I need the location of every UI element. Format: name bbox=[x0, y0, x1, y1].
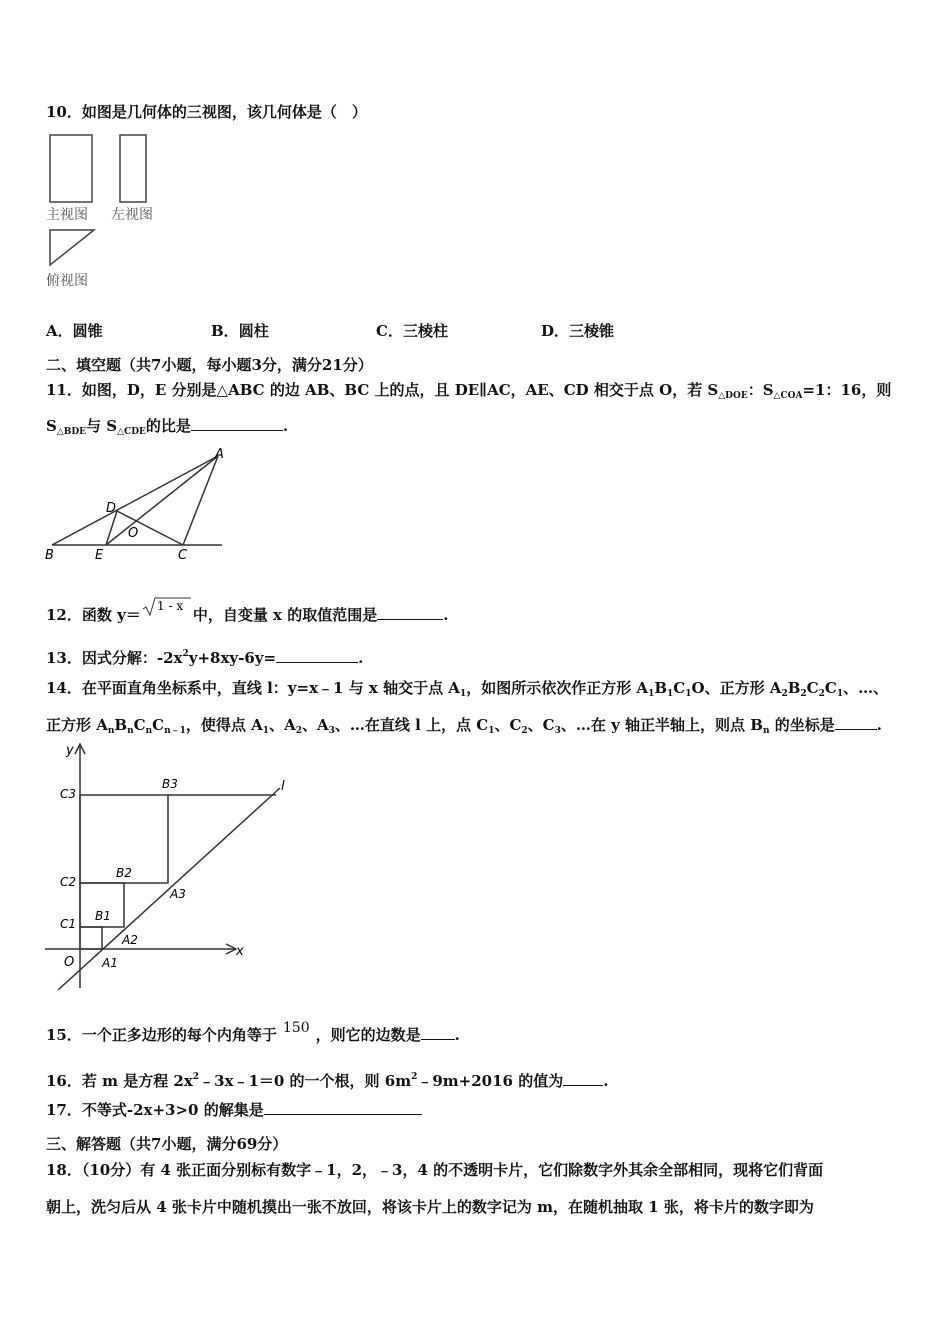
q13-a: 13．因式分解：-2x bbox=[46, 649, 183, 667]
label-c1: C1 bbox=[60, 917, 77, 931]
q11-sub4: △CDE bbox=[117, 427, 146, 437]
q14-l2-f: 、A bbox=[269, 716, 296, 734]
q16-c: ﹣9m+2016 的值为 bbox=[417, 1072, 564, 1090]
q13-b: y+8xy-6y= bbox=[188, 649, 277, 667]
q11-mid1: ：S bbox=[747, 381, 774, 399]
sqrt-expression bbox=[141, 596, 193, 618]
q14-l2-s6: 2 bbox=[295, 726, 302, 736]
q16-line bbox=[46, 1067, 608, 1091]
top-view-label: 俯视图 bbox=[46, 273, 88, 289]
q11-l2-c: 的比是 bbox=[145, 417, 191, 435]
label-c2: C2 bbox=[60, 875, 77, 889]
q16-a: 16．若 m 是方程 2x bbox=[46, 1072, 193, 1090]
label-b2: B2 bbox=[116, 866, 132, 880]
q14-l1-s2: 1 bbox=[648, 689, 655, 699]
label-y: y bbox=[66, 743, 74, 758]
triangle-figure bbox=[40, 446, 240, 568]
option-b bbox=[211, 320, 269, 341]
label-o: O bbox=[64, 955, 75, 970]
q14-l1-c: B bbox=[654, 679, 668, 697]
q15-line bbox=[46, 1018, 460, 1045]
q14-l2-b: B bbox=[114, 716, 128, 734]
line-l bbox=[58, 788, 280, 990]
radicand: 1 - x bbox=[156, 599, 183, 613]
q14-answer-blank bbox=[835, 715, 877, 730]
q14-l1-s3: 1 bbox=[667, 689, 674, 699]
q11-answer-blank bbox=[191, 416, 283, 431]
option-b-letter: B． bbox=[211, 322, 239, 340]
q12-end: . bbox=[443, 606, 449, 624]
q14-l2-j: 、C bbox=[527, 716, 555, 734]
q12-line bbox=[46, 596, 448, 625]
q11-sub1: △DOE bbox=[718, 391, 748, 401]
q11-l1-b: =1：16，则 bbox=[802, 381, 892, 399]
q13-answer-blank bbox=[276, 648, 358, 663]
label-b3: B3 bbox=[162, 777, 178, 791]
q14-l2-s7: 3 bbox=[328, 726, 335, 736]
option-d-text: 三棱锥 bbox=[569, 322, 615, 340]
label-b: B bbox=[45, 548, 54, 563]
q14-l2-s11: n bbox=[762, 726, 770, 736]
q16-end: . bbox=[603, 1072, 609, 1090]
q15-angle: 150 bbox=[282, 1020, 310, 1036]
q18-line1: 18．（10分）有 4 张正面分别标有数字﹣1，2，﹣3，4 的不透明卡片，它们除数字外其余全部相同，现将它们背面 bbox=[46, 1161, 824, 1179]
q14-l1-b: ，如图所示依次作正方形 A bbox=[466, 679, 649, 697]
label-a3: A3 bbox=[170, 887, 186, 901]
q14-l1-s5: 2 bbox=[781, 689, 788, 699]
q14-l2-l: 的坐标是 bbox=[769, 716, 835, 734]
label-l: l bbox=[281, 779, 285, 794]
q14-l1-s7: 2 bbox=[818, 689, 825, 699]
q14-l1-h: C bbox=[824, 679, 837, 697]
q14-l2-s2: n bbox=[127, 726, 134, 736]
q14-l2-c: C bbox=[133, 716, 146, 734]
label-a: A bbox=[215, 447, 224, 462]
option-c-letter: C． bbox=[376, 322, 403, 340]
front-view-label: 主视图 bbox=[46, 207, 88, 223]
square-1 bbox=[80, 927, 102, 949]
q14-line1 bbox=[46, 678, 888, 704]
q14-l1-i: 、…、 bbox=[843, 679, 889, 697]
q13-line bbox=[46, 644, 363, 668]
option-d bbox=[541, 320, 614, 341]
coordinate-drawing bbox=[40, 738, 290, 993]
q13-sup: 2 bbox=[182, 649, 189, 659]
label-e: E bbox=[95, 548, 104, 563]
label-b1: B1 bbox=[95, 909, 111, 923]
q11-l1-a: 11．如图，D，E 分别是△ABC 的边 AB、BC 上的点，且 DE∥AC，AE、CD 相交于点 O，若 S bbox=[46, 381, 719, 399]
q14-l2-e: ，使得点 A bbox=[185, 716, 263, 734]
q14-l2-h: 、…在直线 l 上，点 C bbox=[334, 716, 489, 734]
label-a1: A1 bbox=[102, 956, 118, 970]
q14-l1-d: C bbox=[673, 679, 686, 697]
option-d-letter: D． bbox=[541, 322, 570, 340]
option-a-letter: A． bbox=[46, 322, 73, 340]
option-a-text: 圆锥 bbox=[72, 322, 103, 340]
q16-answer-blank bbox=[563, 1071, 603, 1086]
q17-line bbox=[46, 1100, 422, 1120]
q14-l2-s1: n bbox=[107, 726, 115, 736]
q14-l1-s6: 2 bbox=[800, 689, 807, 699]
label-o: O bbox=[128, 526, 139, 541]
q13-end: . bbox=[358, 649, 364, 667]
top-view-triangle bbox=[50, 230, 94, 265]
q11-l2-end: . bbox=[282, 417, 289, 435]
q12-b: 中，自变量 x 的取值范围是 bbox=[192, 606, 378, 624]
q14-l2-s3: n bbox=[145, 726, 153, 736]
option-a bbox=[46, 320, 103, 341]
coordinate-figure bbox=[40, 738, 290, 997]
option-c-text: 三棱柱 bbox=[402, 322, 448, 340]
q14-l1-s4: 1 bbox=[685, 689, 692, 699]
q14-l2-s10: 3 bbox=[554, 726, 561, 736]
label-a2: A2 bbox=[122, 933, 138, 947]
label-c: C bbox=[178, 548, 188, 563]
q14-l2-s8: 1 bbox=[488, 726, 495, 736]
q14-l2-d: C bbox=[152, 716, 165, 734]
q16-sup2: 2 bbox=[411, 1072, 418, 1082]
q14-l2-a: 正方形 A bbox=[46, 716, 108, 734]
section2-heading: 二、填空题（共7小题，每小题3分，满分21分） bbox=[46, 356, 373, 374]
q14-l1-g: C bbox=[806, 679, 819, 697]
q14-l1-e: O、正方形 A bbox=[691, 679, 782, 697]
q14-l2-s4: n﹣1 bbox=[164, 726, 186, 736]
triangle-drawing bbox=[40, 446, 240, 564]
q11-sub3: △BDE bbox=[56, 427, 87, 437]
left-view-rect bbox=[120, 135, 146, 202]
q14-l1-s8: 1 bbox=[836, 689, 844, 699]
q14-l1-a: 14．在平面直角坐标系中，直线 l：y=x﹣1 与 x 轴交于点 A bbox=[46, 679, 460, 697]
q14-l1-s1: 1 bbox=[459, 689, 467, 699]
q11-l2-a: S bbox=[46, 417, 57, 435]
label-c3: C3 bbox=[60, 787, 77, 801]
q11-l2-b: 与 S bbox=[86, 417, 118, 435]
q12-answer-blank bbox=[377, 605, 443, 620]
option-b-text: 圆柱 bbox=[238, 322, 269, 340]
option-c bbox=[376, 320, 448, 341]
left-view-label: 左视图 bbox=[111, 207, 153, 223]
front-view-rect bbox=[50, 135, 92, 202]
q11-line1 bbox=[46, 380, 891, 406]
q14-l1-f: B bbox=[787, 679, 801, 697]
q14-l2-i: 、C bbox=[494, 716, 522, 734]
section3-heading: 三、解答题（共7小题，满分69分） bbox=[46, 1135, 288, 1153]
q14-l2-end: . bbox=[876, 716, 882, 734]
q14-l2-s9: 2 bbox=[521, 726, 528, 736]
q15-a: 15．一个正多边形的每个内角等于 bbox=[46, 1026, 277, 1044]
q11-line2 bbox=[46, 416, 288, 442]
q17-a: 17．不等式-2x+3>0 的解集是 bbox=[46, 1101, 264, 1119]
q15-answer-blank bbox=[421, 1025, 455, 1040]
q14-l2-g: 、A bbox=[301, 716, 329, 734]
q11-sub2: △COA bbox=[773, 391, 803, 401]
q14-l2-k: 、…在 y 轴正半轴上，则点 B bbox=[560, 716, 763, 734]
q15-b: ，则它的边数是 bbox=[315, 1026, 421, 1044]
q14-l2-s5: 1 bbox=[262, 726, 270, 736]
q16-b: ﹣3x﹣1＝0 的一个根，则 6m bbox=[199, 1072, 412, 1090]
q10-text: 10．如图是几何体的三视图，该几何体是（ ） bbox=[46, 103, 367, 121]
q18-line2: 朝上，洗匀后从 4 张卡片中随机摸出一张不放回，将该卡片上的数字记为 m，在随机抽取 1 张，将卡片的数字即为 bbox=[46, 1198, 814, 1216]
q16-sup1: 2 bbox=[192, 1072, 200, 1082]
q17-answer-blank bbox=[264, 1100, 422, 1115]
q15-end: . bbox=[454, 1026, 460, 1044]
label-x: x bbox=[236, 944, 244, 959]
q12-a: 12．函数 y＝ bbox=[46, 606, 141, 624]
label-d: D bbox=[106, 501, 117, 516]
